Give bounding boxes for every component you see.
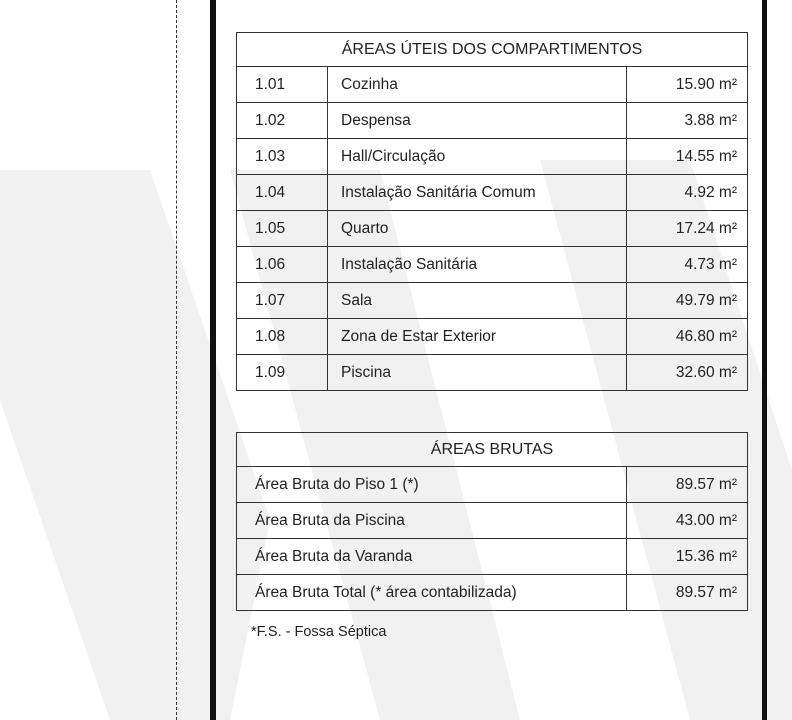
room-code: 1.09 [237,355,328,391]
table-row [237,539,748,575]
room-area: 32.60 m² [627,355,748,391]
room-area: 15.90 m² [627,67,748,103]
room-area: 46.80 m² [627,319,748,355]
table-row [237,503,748,539]
table-row [237,211,748,247]
room-name: Zona de Estar Exterior [328,319,627,355]
table-row [237,467,748,503]
room-code: 1.02 [237,103,328,139]
room-name: Instalação Sanitária Comum [328,175,627,211]
gross-area-value: 43.00 m² [627,503,748,539]
dashed-cut-line [176,0,177,720]
room-name: Instalação Sanitária [328,247,627,283]
gross-area-value: 15.36 m² [627,539,748,575]
room-area: 4.92 m² [627,175,748,211]
room-code: 1.05 [237,211,328,247]
room-area: 49.79 m² [627,283,748,319]
room-name: Quarto [328,211,627,247]
table-row [237,139,748,175]
room-name: Hall/Circulação [328,139,627,175]
table-row [237,283,748,319]
room-name: Cozinha [328,67,627,103]
table-row [237,575,748,611]
room-code: 1.04 [237,175,328,211]
room-area: 4.73 m² [627,247,748,283]
room-code: 1.01 [237,67,328,103]
gross-area-name: Área Bruta Total (* área contabilizada) [237,575,627,611]
room-area: 17.24 m² [627,211,748,247]
table-row [237,247,748,283]
frame-border-right [762,0,767,720]
room-name: Sala [328,283,627,319]
gross-area-name: Área Bruta da Piscina [237,503,627,539]
table-row [237,103,748,139]
frame-border-left [210,0,216,720]
useful-areas-title: ÁREAS ÚTEIS DOS COMPARTIMENTOS [237,33,748,67]
room-area: 14.55 m² [627,139,748,175]
gross-area-name: Área Bruta da Varanda [237,539,627,575]
table-row [237,67,748,103]
gross-area-name: Área Bruta do Piso 1 (*) [237,467,627,503]
room-code: 1.06 [237,247,328,283]
room-code: 1.03 [237,139,328,175]
useful-areas-table [236,32,748,391]
gross-area-value: 89.57 m² [627,575,748,611]
gross-areas-table [236,432,748,611]
room-name: Despensa [328,103,627,139]
room-area: 3.88 m² [627,103,748,139]
footnote: *F.S. - Fossa Séptica [251,624,387,640]
gross-areas-title: ÁREAS BRUTAS [237,433,748,467]
table-row [237,355,748,391]
room-code: 1.07 [237,283,328,319]
table-row [237,175,748,211]
room-name: Piscina [328,355,627,391]
gross-area-value: 89.57 m² [627,467,748,503]
table-row [237,319,748,355]
room-code: 1.08 [237,319,328,355]
